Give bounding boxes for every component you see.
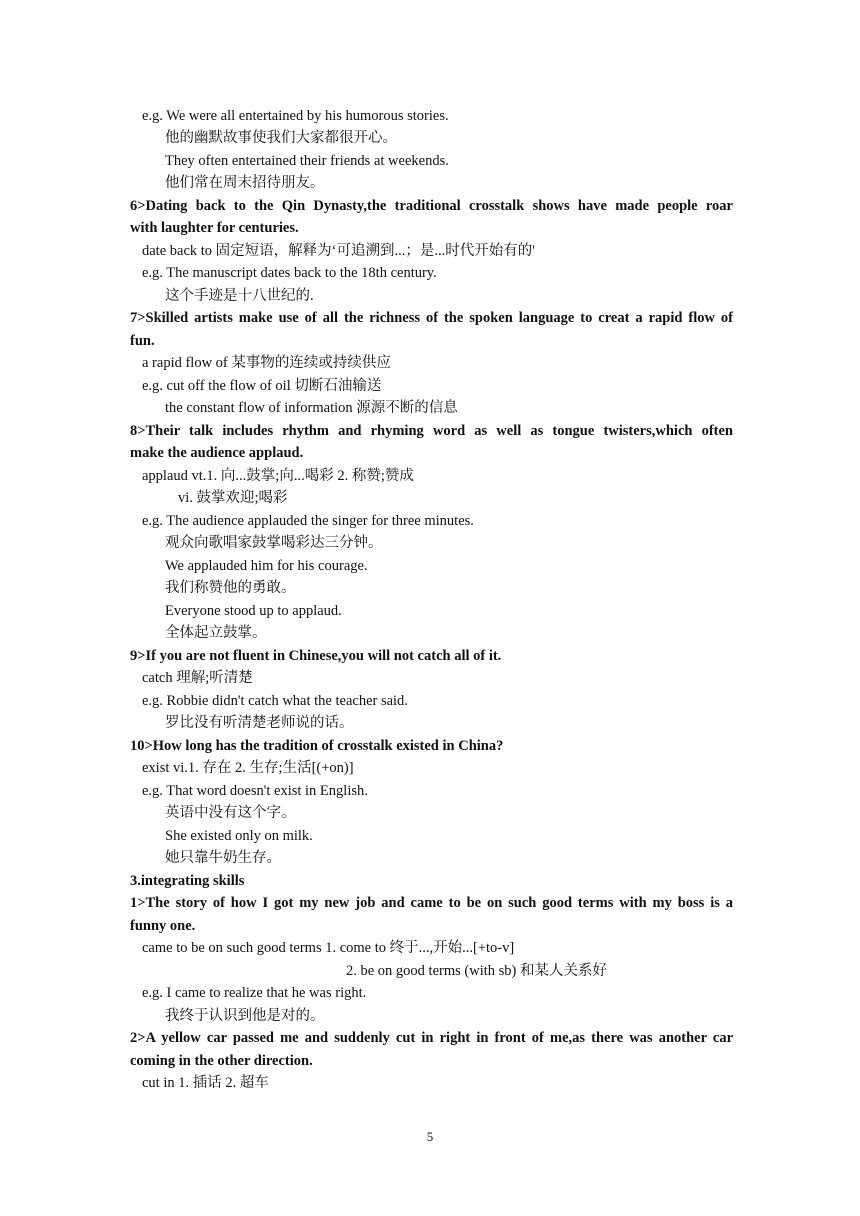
sentence-heading: coming in the other direction. [130, 1053, 313, 1069]
sentence-heading: 6>Dating back to the Qin Dynasty,the traditional crosstalk shows have made people roar [130, 198, 733, 214]
example-line: e.g. I came to realize that he was right. [142, 985, 367, 1001]
translation-line: 这个手迹是十八世纪的. [165, 288, 314, 304]
sentence-heading: 9>If you are not fluent in Chinese,you will not catch all of it. [130, 648, 502, 664]
vocab-note: came to be on such good terms 1. come to 终于...,开始...[+to-v] [142, 940, 515, 956]
example-line: e.g. We were all entertained by his humorous stories. [142, 108, 449, 124]
example-line: e.g. Robbie didn't catch what the teacher said. [142, 693, 408, 709]
vocab-note: catch 理解;听清楚 [142, 670, 253, 686]
sentence-heading: make the audience applaud. [130, 445, 304, 461]
vocab-note: applaud vt.1. 向...鼓掌;向...喝彩 2. 称赞;赞成 [142, 468, 414, 484]
example-line: the constant flow of information 源源不断的信息 [165, 400, 458, 416]
example-line: e.g. That word doesn't exist in English. [142, 783, 368, 799]
page-number: 5 [426, 1129, 434, 1144]
sentence-heading: 7>Skilled artists make use of all the richness of the spoken language to creat a rapid flow of [130, 310, 733, 326]
example-line: We applauded him for his courage. [165, 558, 368, 574]
sentence-heading: fun. [130, 333, 155, 349]
vocab-note: vi. 鼓掌欢迎;喝彩 [178, 490, 288, 506]
sentence-heading: funny one. [130, 918, 196, 934]
sentence-heading: with laughter for centuries. [130, 220, 299, 236]
sentence-heading: 10>How long has the tradition of crosstalk existed in China? [130, 738, 504, 754]
example-line: e.g. The audience applauded the singer for three minutes. [142, 513, 474, 529]
translation-line: 他们常在周末招待朋友。 [165, 175, 325, 191]
translation-line: 英语中没有这个字。 [165, 805, 296, 821]
sentence-heading: 2>A yellow car passed me and suddenly cut in right in front of me,as there was another car [130, 1030, 733, 1046]
translation-line: 她只靠牛奶生存。 [165, 850, 281, 866]
translation-line: 我终于认识到他是对的。 [165, 1008, 325, 1024]
vocab-note: exist vi.1. 存在 2. 生存;生活[(+on)] [142, 760, 354, 776]
vocab-note: cut in 1. 插话 2. 超车 [142, 1075, 269, 1091]
example-line: e.g. The manuscript dates back to the 18th century. [142, 265, 437, 281]
example-line: e.g. cut off the flow of oil 切断石油输送 [142, 378, 382, 394]
translation-line: 观众向歌唱家鼓掌喝彩达三分钟。 [165, 535, 383, 551]
section-heading: 3.integrating skills [130, 873, 245, 889]
sentence-heading: 8>Their talk includes rhythm and rhyming word as well as tongue twisters,which often [130, 423, 733, 439]
translation-line: 罗比没有听清楚老师说的话。 [165, 715, 354, 731]
example-line: She existed only on milk. [165, 828, 313, 844]
translation-line: 他的幽默故事使我们大家都很开心。 [165, 130, 397, 146]
sentence-heading: 1>The story of how I got my new job and came to be on such good terms with my boss is a [130, 895, 733, 911]
vocab-note: 2. be on good terms (with sb) 和某人关系好 [346, 963, 607, 979]
example-line: They often entertained their friends at weekends. [165, 153, 449, 169]
vocab-note: a rapid flow of 某事物的连续或持续供应 [142, 355, 391, 371]
vocab-note: date back to 固定短语，解释为‘可追溯到...；是...时代开始有的' [142, 243, 535, 259]
translation-line: 全体起立鼓掌。 [165, 625, 267, 641]
example-line: Everyone stood up to applaud. [165, 603, 342, 619]
translation-line: 我们称赞他的勇敢。 [165, 580, 296, 596]
